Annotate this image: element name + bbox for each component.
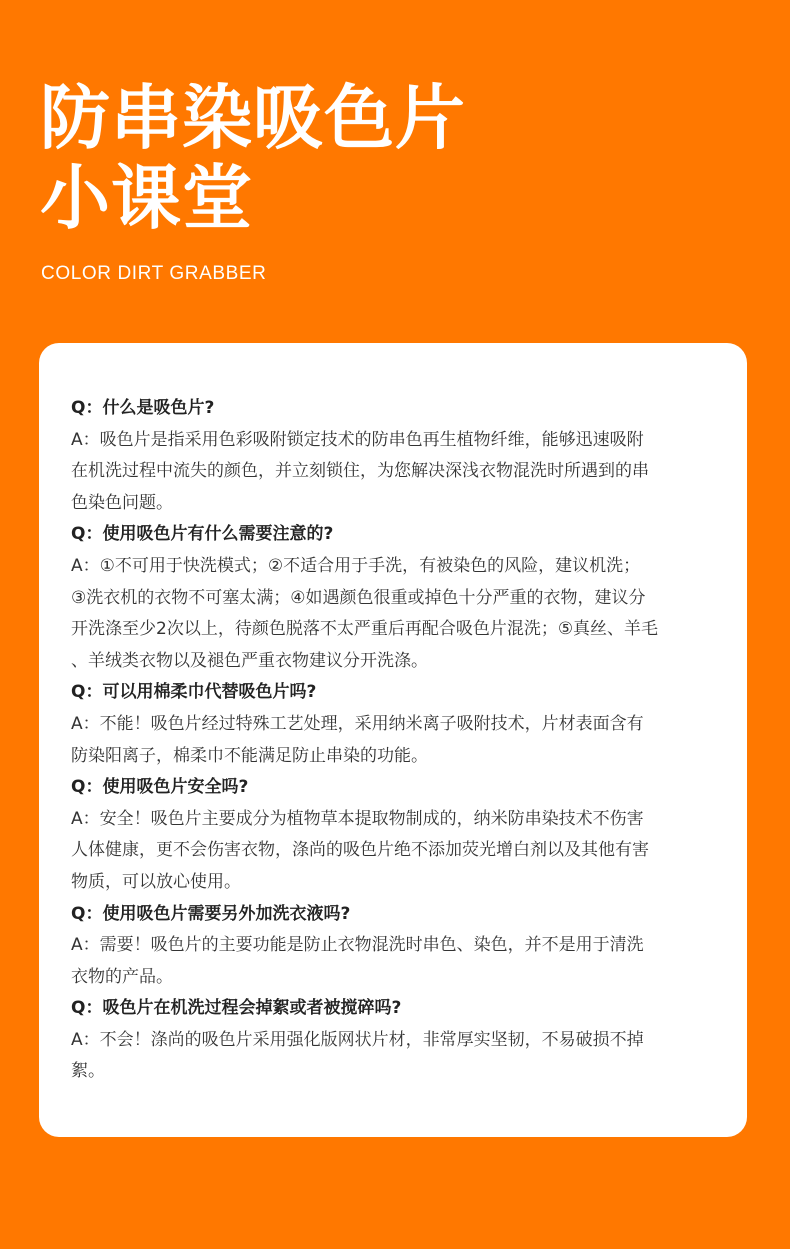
faq-item [71,393,727,519]
page-title [40,78,466,238]
page-title-line-1: 防串染吸色片 [40,77,466,159]
faq-answer: A：不能！吸色片经过特殊工艺处理，采用纳米离子吸附技术，片材表面含有 防染阳离子，棉柔巾不能满足防止串染的功能。 [71,713,644,766]
faq-question: Q：什么是吸色片? [71,398,215,418]
faq-question: Q：使用吸色片有什么需要注意的? [71,524,334,545]
faq-item [71,677,727,772]
faq-card [39,343,747,1137]
faq-answer: A：①不可用于快洗模式；②不适合用于手洗，有被染色的风险，建议机洗； ③洗衣机的衣物不可塞太满；④如遇颜色很重或掉色十分严重的衣物，建议分 开洗涤至少2次以上，待颜色脱落不太严重后再配合吸色片混洗；⑤真丝、羊毛 、羊绒类衣物以及褪色严重衣物建议分开洗涤。 [71,555,659,671]
faq-item [71,993,727,1088]
faq-answer: A：安全！吸色片主要成分为植物草本提取物制成的，纳米防串染技术不伤害 人体健康，更不会伤害衣物，涤尚的吸色片绝不添加荧光增白剂以及其他有害 物质，可以放心使用。 [71,808,649,892]
faq-item [71,899,727,994]
page-title-line-2: 小课堂 [40,157,253,239]
page-subtitle: COLOR DIRT GRABBER [41,263,267,284]
faq-answer: A：需要！吸色片的主要功能是防止衣物混洗时串色、染色，并不是用于清洗 衣物的产品。 [71,935,644,987]
faq-item [71,772,727,898]
faq-question: Q：使用吸色片需要另外加洗衣液吗? [71,903,351,924]
faq-question: Q：使用吸色片安全吗? [71,777,249,798]
faq-answer: A：不会！涤尚的吸色片采用强化版网状片材，非常厚实坚韧，不易破损不掉 絮。 [71,1029,644,1082]
faq-question: Q：吸色片在机洗过程会掉絮或者被搅碎吗? [71,998,402,1019]
faq-question: Q：可以用棉柔巾代替吸色片吗? [71,682,317,703]
faq-answer: A：吸色片是指采用色彩吸附锁定技术的防串色再生植物纤维，能够迅速吸附 在机洗过程中流失的颜色，并立刻锁住，为您解决深浅衣物混洗时所遇到的串 色染色问题。 [71,429,649,513]
faq-item [71,519,727,677]
